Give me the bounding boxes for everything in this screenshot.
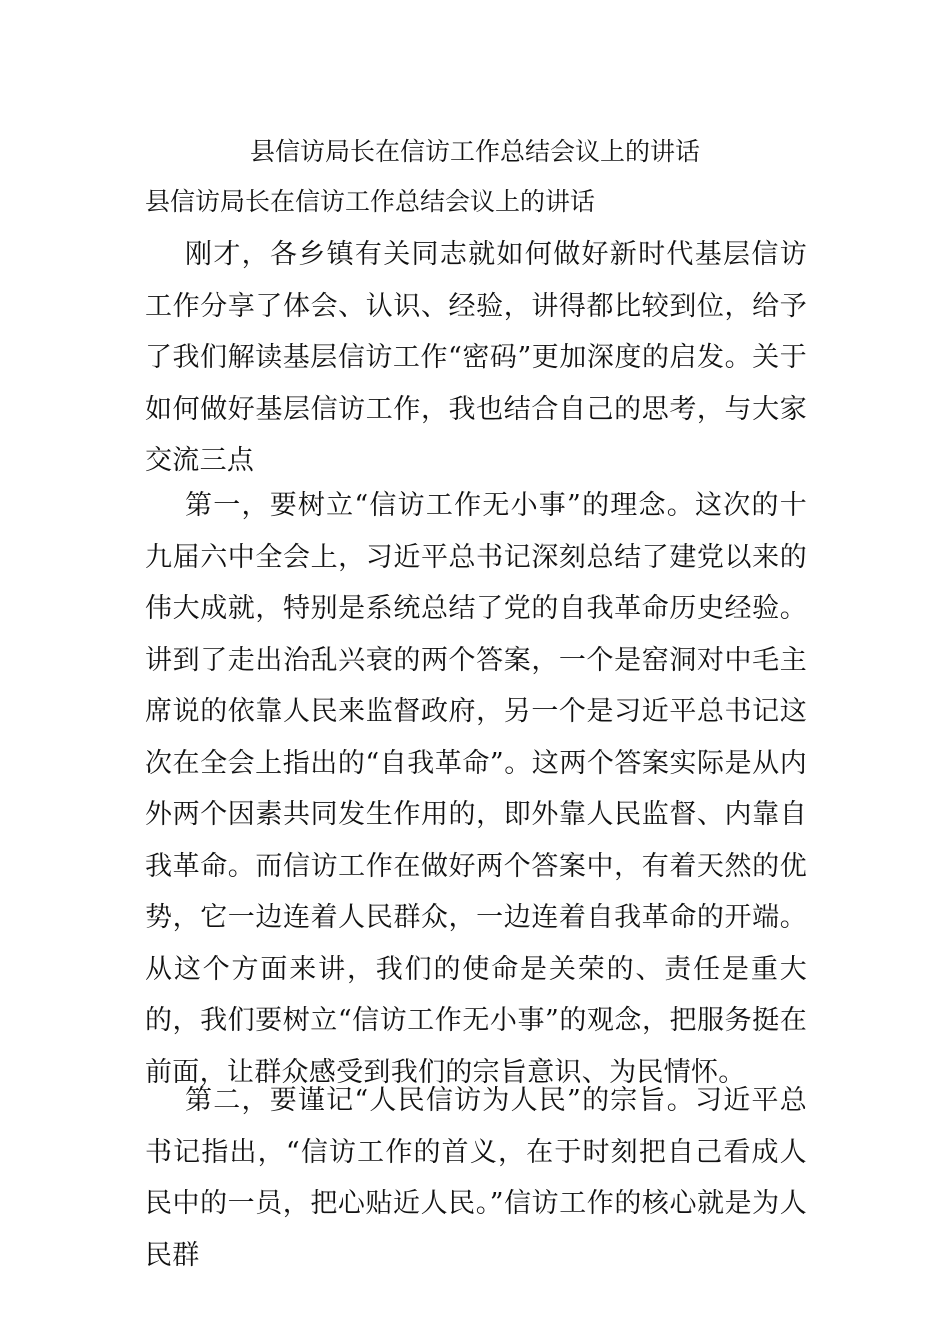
document-title: 县信访局长在信访工作总结会议上的讲话 [249,137,700,166]
paragraph-point-two: 第二，要谨记“人民信访为人民”的宗旨。习近平总书记指出，“信访工作的首义，在于时刻把自己看成人民中的一员，把心贴近人民。”信访工作的核心就是为人民群 [145,1085,807,1271]
paragraph-point-one: 第一，要树立“信访工作无小事”的理念。这次的十九届六中全会上，习近平总书记深刻总结了建党以来的伟大成就，特别是系统总结了党的自我革命历史经验。讲到了走出治乱兴衰的两个答案，一个是窑洞对中毛主席说的依靠人民来监督政府，另一个是习近平总书记这次在全会上指出的“自我革命”。这两个答案实际是从内外两个因素共同发生作用的，即外靠人民监督、内靠自我革命。而信访工作在做好两个答案中，有着天然的优势，它一边连着人民群众，一边连着自我革命的开端。从这个方面来讲，我们的使命是关荣的、责任是重大的，我们要树立“信访工作无小事”的观念，把服务挺在前面，让群众感受到我们的宗旨意识、为民情怀。 [145,490,807,1088]
document-subtitle: 县信访局长在信访工作总结会议上的讲话 [145,187,596,216]
paragraph-intro: 刚才，各乡镇有关同志就如何做好新时代基层信访工作分享了体会、认识、经验，讲得都比较到位，给予了我们解读基层信访工作“密码”更加深度的启发。关于如何做好基层信访工作，我也结合自己的思考，与大家交流三点 [145,239,807,476]
